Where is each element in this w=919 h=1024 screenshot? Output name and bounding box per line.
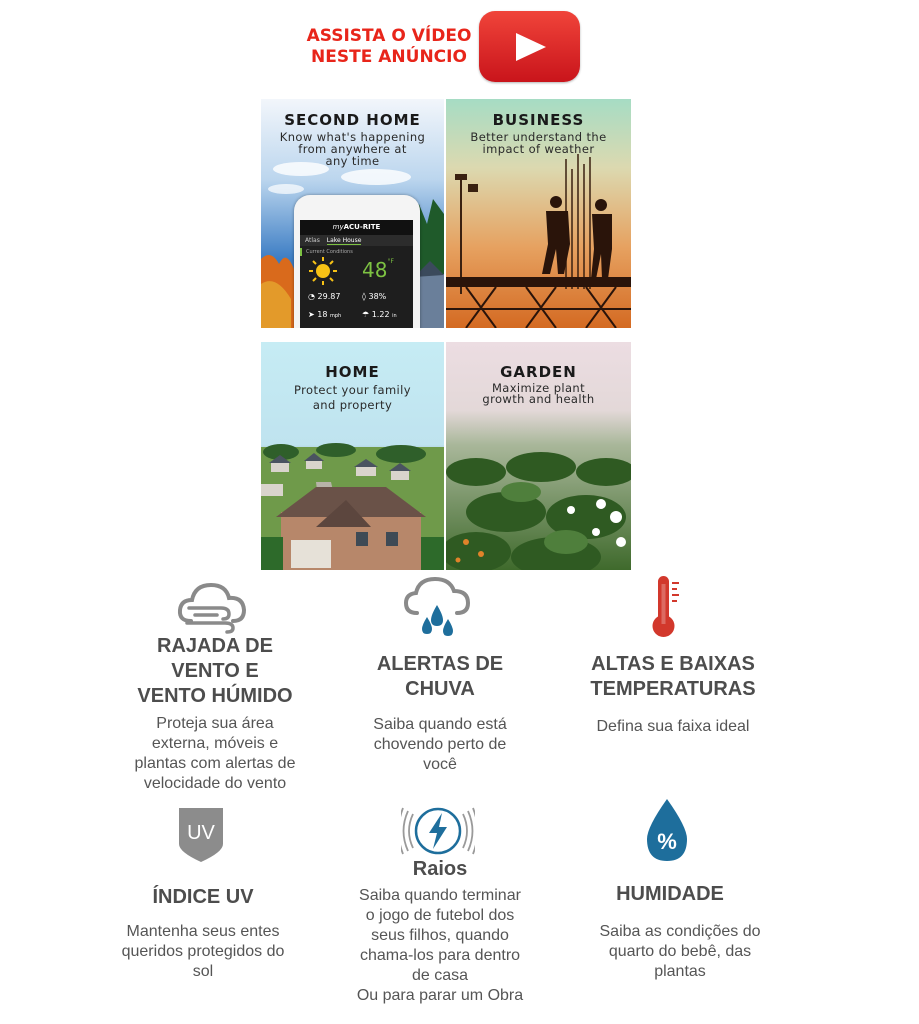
feature-desc-lightning: Saiba quando terminar o jogo de futebol dos seus filhos, quando chama-los para dentro de casa Ou para parar um Obra bbox=[356, 887, 524, 1004]
sun-icon bbox=[308, 256, 338, 286]
play-icon bbox=[516, 33, 546, 61]
feature-title-rain: ALERTAS DE CHUVA bbox=[376, 653, 504, 700]
feature-title-wind: RAJADA DE VENTO E VENTO HÚMIDO bbox=[137, 635, 293, 707]
temperature-value: $48^{^\circ F}$ bbox=[362, 258, 394, 282]
wind-cloud-icon bbox=[177, 577, 249, 635]
feature-desc-temperature: Defina sua faixa ideal bbox=[596, 718, 750, 735]
tile-second-home bbox=[261, 99, 444, 328]
feature-desc-humidity: Saiba as condições do quarto do bebê, das plantas bbox=[599, 923, 761, 980]
rain-cloud-icon bbox=[403, 575, 471, 641]
app-brand-name: ACU-RITE bbox=[343, 223, 381, 231]
feature-desc-uv: Mantenha seus entes queridos protegidos do sol bbox=[121, 923, 285, 980]
feature-title-humidity: HUMIDADE bbox=[616, 883, 724, 905]
uv-shield-icon bbox=[177, 806, 225, 864]
phone-screen bbox=[300, 220, 413, 328]
feature-title-uv: ÍNDICE UV bbox=[152, 886, 254, 908]
rain-readout: ☂ 1.22 in bbox=[362, 310, 397, 319]
app-brand-my: my bbox=[332, 223, 344, 231]
feature-title-lightning: Raios bbox=[412, 858, 468, 880]
tile-home bbox=[261, 342, 444, 570]
tile-subtitle: Know what's happening from anywhere at any time bbox=[279, 130, 426, 168]
app-header bbox=[300, 220, 413, 235]
thermometer-icon bbox=[651, 574, 683, 640]
tile-subtitle: Protect your family and property bbox=[294, 383, 411, 412]
lightning-icon bbox=[401, 804, 475, 858]
tile-title: GARDEN bbox=[500, 363, 577, 381]
tile-subtitle: Maximize plant growth and health bbox=[482, 381, 595, 406]
section-label: Current Conditions bbox=[300, 248, 413, 256]
tile-business bbox=[446, 99, 631, 328]
pressure-readout: ◔ 29.87 bbox=[308, 292, 341, 301]
tab-atlas[interactable]: Atlas bbox=[305, 237, 320, 244]
feature-desc-wind: Proteja sua área externa, móveis e plantas com alertas de velocidade do vento bbox=[134, 715, 296, 792]
wind-readout: ➤ 18 mph bbox=[308, 310, 342, 319]
app-tabs bbox=[300, 235, 413, 246]
tile-title: BUSINESS bbox=[492, 111, 585, 129]
tile-title: SECOND HOME bbox=[284, 111, 421, 129]
humidity-readout: ◊ 38% bbox=[362, 292, 387, 301]
youtube-play-button[interactable] bbox=[479, 11, 580, 82]
uv-badge-text: UV bbox=[187, 822, 215, 844]
humidity-drop-icon bbox=[642, 797, 692, 863]
promo-text: ASSISTA O VÍDEO NESTE ANÚNCIO bbox=[306, 26, 472, 67]
tab-lake-house[interactable]: Lake House bbox=[326, 237, 362, 244]
feature-desc-rain: Saiba quando está chovendo perto de você bbox=[373, 716, 507, 773]
tile-garden bbox=[446, 342, 631, 570]
tile-title: HOME bbox=[325, 363, 380, 381]
phone-mockup bbox=[294, 195, 420, 328]
humidity-badge-text: % bbox=[657, 829, 677, 854]
tile-subtitle: Better understand the impact of weather bbox=[470, 130, 607, 156]
feature-title-temperature: ALTAS E BAIXAS TEMPERATURAS bbox=[590, 653, 756, 700]
